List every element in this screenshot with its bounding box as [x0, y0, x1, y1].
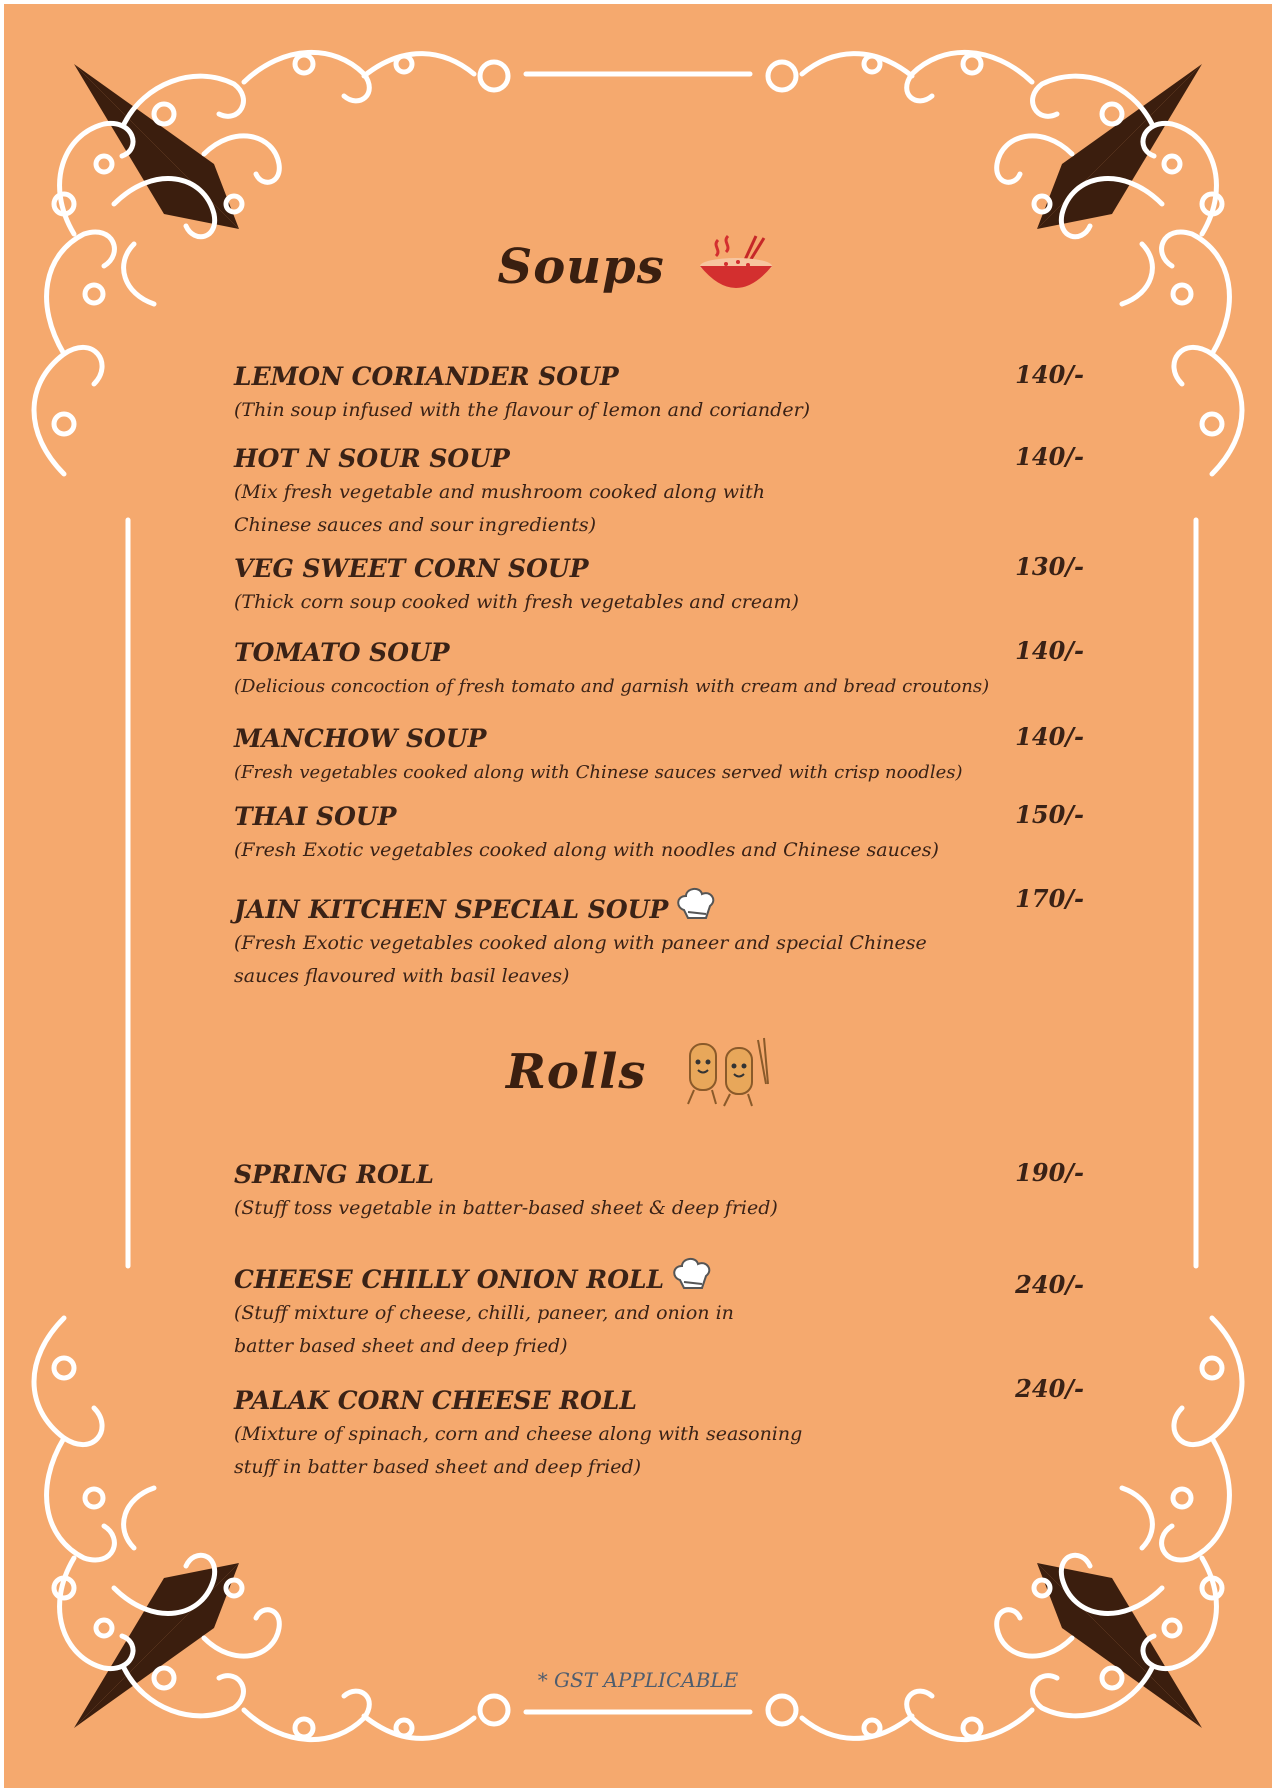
item-name: HOT N SOUR SOUP	[234, 444, 510, 473]
item-description: (Stuff mixture of cheese, chilli, paneer, and onion in batter based sheet and deep fried)	[234, 1302, 734, 1357]
item-name: THAI SOUP	[234, 802, 397, 831]
item-price: 170/-	[1015, 884, 1084, 913]
item-name-row	[234, 1254, 1084, 1297]
item-description: (Delicious concoction of fresh tomato and garnish with cream and bread croutons)	[234, 676, 990, 697]
menu-item	[234, 722, 1084, 789]
menu-page	[4, 4, 1272, 1788]
soup-bowl-icon	[698, 232, 778, 302]
menu-item	[234, 1374, 1084, 1484]
item-price: 150/-	[1015, 800, 1084, 829]
item-price: 140/-	[1015, 442, 1084, 471]
item-name: LEMON CORIANDER SOUP	[234, 362, 619, 391]
item-name: CHEESE CHILLY ONION ROLL	[234, 1265, 665, 1294]
item-name: JAIN KITCHEN SPECIAL SOUP	[234, 895, 669, 924]
item-price: 190/-	[1015, 1158, 1084, 1187]
item-price: 140/-	[1015, 722, 1084, 751]
item-description: (Thick corn soup cooked with fresh vegetables and cream)	[234, 591, 799, 613]
menu-item	[234, 884, 1084, 993]
item-name-row	[234, 884, 1084, 927]
item-description: (Fresh Exotic vegetables cooked along with paneer and special Chinese sauces flavoured with basil leaves)	[234, 932, 927, 987]
item-description: (Fresh Exotic vegetables cooked along with noodles and Chinese sauces)	[234, 839, 939, 861]
menu-item	[234, 1254, 1084, 1363]
item-name: PALAK CORN CHEESE ROLL	[234, 1386, 637, 1415]
item-name: TOMATO SOUP	[234, 638, 450, 667]
item-price: 240/-	[1015, 1374, 1084, 1403]
soups-title: Soups	[497, 239, 665, 295]
soups-heading	[4, 232, 1272, 302]
menu-item	[234, 360, 1084, 427]
rolls-heading	[4, 1034, 1272, 1110]
menu-item	[234, 1158, 1084, 1225]
item-price: 130/-	[1015, 552, 1084, 581]
menu-item	[234, 636, 1084, 703]
menu-item	[234, 800, 1084, 867]
item-name: VEG SWEET CORN SOUP	[234, 554, 589, 583]
item-description: (Stuff toss vegetable in batter-based sheet & deep fried)	[234, 1197, 778, 1219]
item-price: 140/-	[1015, 360, 1084, 389]
rolls-title: Rolls	[505, 1044, 647, 1100]
item-price: 140/-	[1015, 636, 1084, 665]
menu-item	[234, 552, 1084, 619]
item-description: (Fresh vegetables cooked along with Chinese sauces served with crisp noodles)	[234, 762, 963, 783]
item-name: SPRING ROLL	[234, 1160, 434, 1189]
item-description: (Mix fresh vegetable and mushroom cooked along with Chinese sauces and sour ingredients)	[234, 481, 765, 536]
gst-note: * GST APPLICABLE	[537, 1668, 739, 1692]
menu-item	[234, 442, 1084, 542]
spring-roll-characters-icon	[680, 1034, 770, 1110]
chef-hat-icon	[670, 1254, 714, 1294]
item-description: (Mixture of spinach, corn and cheese along with seasoning stuff in batter based sheet and deep fried)	[234, 1423, 803, 1478]
item-name: MANCHOW SOUP	[234, 724, 487, 753]
chef-hat-icon	[674, 884, 718, 924]
item-price: 240/-	[1015, 1270, 1084, 1299]
item-description: (Thin soup infused with the flavour of lemon and coriander)	[234, 399, 811, 421]
